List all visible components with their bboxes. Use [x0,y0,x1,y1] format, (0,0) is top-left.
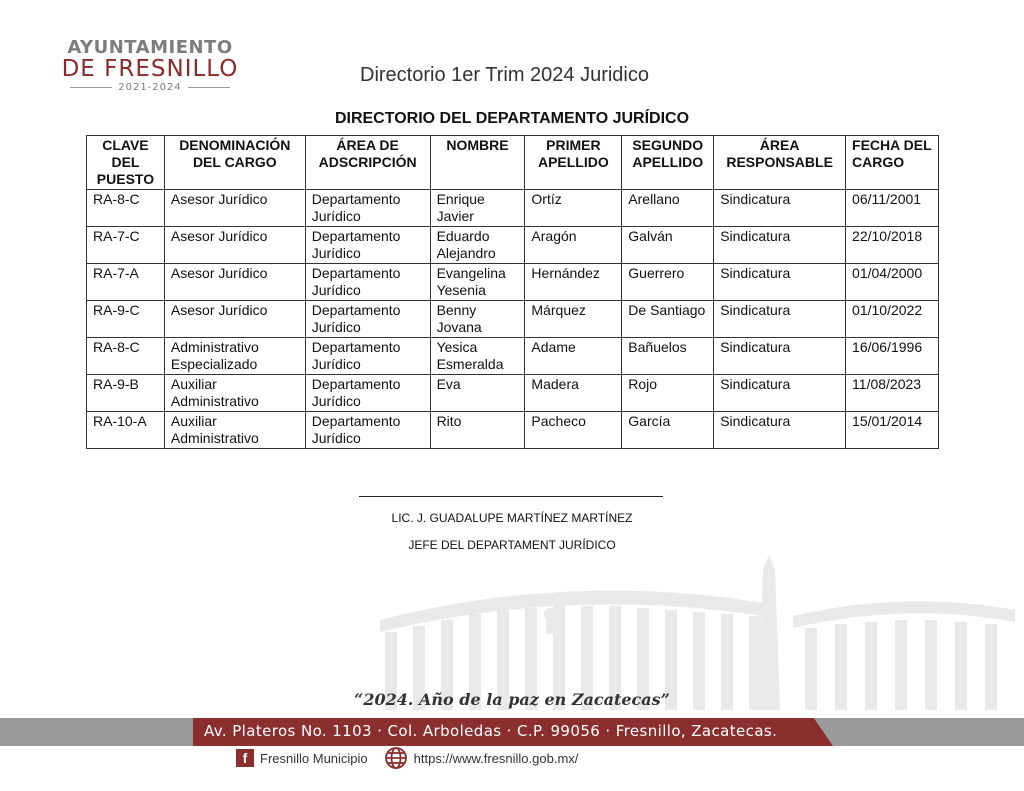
table-row [87,301,939,338]
table-cell: Asesor Jurídico [164,301,305,338]
table-cell: Sindicatura [714,338,846,375]
column-header: FECHA DEL CARGO [846,136,939,190]
address-bar [0,718,1024,746]
table-cell: Departamento Jurídico [305,338,430,375]
table-cell: Sindicatura [714,264,846,301]
table-cell: 16/06/1996 [846,338,939,375]
table-row [87,227,939,264]
table-row [87,264,939,301]
monument-watermark [375,550,1015,710]
table-cell: Departamento Jurídico [305,375,430,412]
signatory-name: LIC. J. GUADALUPE MARTÍNEZ MARTÍNEZ [391,511,633,525]
table-cell: Sindicatura [714,301,846,338]
table-cell: 01/04/2000 [846,264,939,301]
facebook-page[interactable]: Fresnillo Municipio [260,750,368,766]
table-cell: RA-8-C [87,190,165,227]
website-link[interactable]: https://www.fresnillo.gob.mx/ [413,750,579,766]
table-cell: Departamento Jurídico [305,301,430,338]
table-cell: 11/08/2023 [846,375,939,412]
table-cell: 22/10/2018 [846,227,939,264]
logo-years-row [50,82,250,93]
table-row [87,375,939,412]
footer-links [236,746,578,770]
logo-divider [188,87,230,88]
table-cell: De Santiago [622,301,714,338]
table-cell: Departamento Jurídico [305,227,430,264]
table-cell: García [622,412,714,449]
table-cell: 01/10/2022 [846,301,939,338]
document-title: Directorio 1er Trim 2024 Juridico [360,64,649,86]
column-header: DENOMINACIÓN DEL CARGO [164,136,305,190]
table-cell: Asesor Jurídico [164,190,305,227]
table-cell: Bañuelos [622,338,714,375]
signature-line [359,496,663,497]
table-cell: Auxiliar Administrativo [164,375,305,412]
column-header: NOMBRE [430,136,525,190]
column-header: PRIMER APELLIDO [525,136,622,190]
table-cell: 15/01/2014 [846,412,939,449]
table-cell: Administrativo Especializado [164,338,305,375]
table-cell: Benny Jovana [430,301,525,338]
facebook-icon: f [236,749,254,767]
municipal-logo [50,38,250,93]
table-cell: Márquez [525,301,622,338]
table-cell: Asesor Jurídico [164,264,305,301]
table-cell: Sindicatura [714,412,846,449]
table-cell: RA-9-C [87,301,165,338]
table-cell: Madera [525,375,622,412]
table-cell: Ortíz [525,190,622,227]
directory-table [86,135,939,449]
table-cell: Aragón [525,227,622,264]
table-cell: Rojo [622,375,714,412]
table-cell: Adame [525,338,622,375]
table-cell: Pacheco [525,412,622,449]
logo-years: 2021-2024 [118,82,182,93]
table-row [87,338,939,375]
slogan: “2024. Año de la paz en Zacatecas” [354,690,670,709]
column-header: ÁREA DE ADSCRIPCIÓN [305,136,430,190]
table-cell: Enrique Javier [430,190,525,227]
table-cell: RA-8-C [87,338,165,375]
table-cell: RA-9-B [87,375,165,412]
globe-icon [384,746,408,770]
table-cell: Arellano [622,190,714,227]
table-cell: Sindicatura [714,375,846,412]
table-cell: Hernández [525,264,622,301]
column-header: ÁREA RESPONSABLE [714,136,846,190]
table-cell: Rito [430,412,525,449]
address-text: Av. Plateros No. 1103 · Col. Arboledas · C.P. 99056 · Fresnillo, Zacatecas. [204,722,778,740]
table-cell: Asesor Jurídico [164,227,305,264]
column-header: SEGUNDO APELLIDO [622,136,714,190]
table-cell: RA-10-A [87,412,165,449]
signatory-role: JEFE DEL DEPARTAMENT JURÍDICO [408,538,616,552]
table-cell: 06/11/2001 [846,190,939,227]
table-cell: Departamento Jurídico [305,264,430,301]
table-cell: Eduardo Alejandro [430,227,525,264]
table-header-row [87,136,939,190]
logo-line2: DE FRESNILLO [61,56,239,82]
table-row [87,190,939,227]
table-cell: Eva [430,375,525,412]
table-cell: Galván [622,227,714,264]
table-cell: Auxiliar Administrativo [164,412,305,449]
table-cell: Sindicatura [714,190,846,227]
table-cell: RA-7-C [87,227,165,264]
table-cell: Evangelina Yesenia [430,264,525,301]
logo-line1: AYUNTAMIENTO [67,37,233,58]
table-cell: Departamento Jurídico [305,190,430,227]
table-cell: Departamento Jurídico [305,412,430,449]
logo-divider [70,87,112,88]
column-header: CLAVE DEL PUESTO [87,136,165,190]
table-cell: Guerrero [622,264,714,301]
table-cell: Yesica Esmeralda [430,338,525,375]
table-heading: DIRECTORIO DEL DEPARTAMENTO JURÍDICO [334,110,690,127]
table-cell: Sindicatura [714,227,846,264]
table-cell: RA-7-A [87,264,165,301]
table-row [87,412,939,449]
